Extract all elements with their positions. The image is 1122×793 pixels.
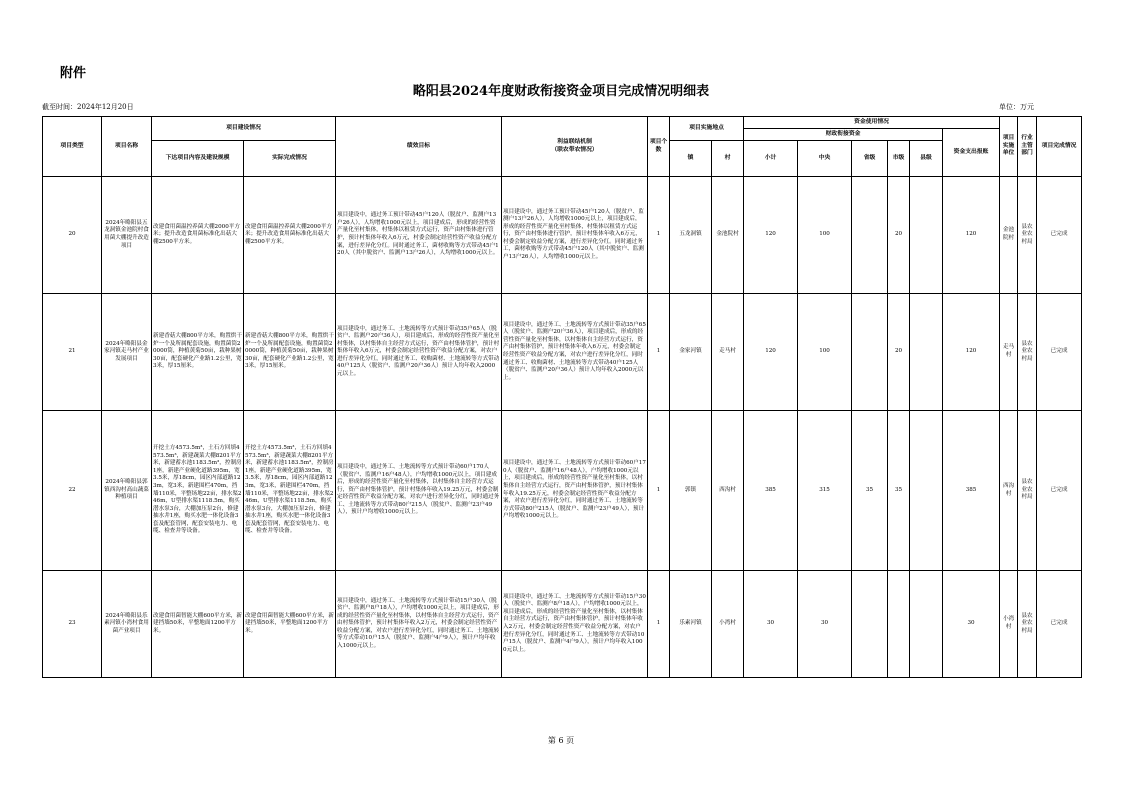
cell-name: 2024年略阳县乐素河镇小湾村食用菌产业项目 [102, 571, 152, 678]
table-row [43, 571, 1082, 678]
cell-subtotal: 385 [744, 411, 798, 571]
cell-central: 30 [798, 571, 852, 678]
col-mechanism: 利益联结机制 （联农带农情况） [502, 117, 648, 177]
cell-city: 20 [888, 177, 910, 294]
project-table [42, 116, 1082, 678]
cell-province [852, 571, 888, 678]
cell-performance: 项目建设中，通过务工预计带动45户120人（脱贫户、监测户13户26人），人均增收1000元以上，项目建成后，形成的经营性资产量化至村集体，村集体以租赁方式运行，资产由村集体进行管护，预计村集体年收入6万元，村委会制定经营性资产收益分配方案，进行差异化分红。同时通过务工，菌材收购等方式带动45户120人（其中脱贫户、监测户13户26人），人均增收1000元以上。 [336, 177, 502, 294]
cell-implementer: 小湾村 [1000, 571, 1018, 678]
cell-status: 已完成 [1037, 294, 1082, 411]
cell-central: 100 [798, 177, 852, 294]
cell-county [910, 294, 943, 411]
col-performance: 绩效目标 [336, 117, 502, 177]
cell-expenditure: 385 [943, 411, 1000, 571]
cell-planned: 改建食用菌智能大棚600平方米，新建挡墙50米，平整地面1200平方米。 [152, 571, 244, 678]
cell-performance: 项目建设中，通过务工、土地流转等方式预计带动60户170人（脱贫户、监测户16户48人），户均增收1000元以上，项目建成后，形成的经营性资产量化至村集体，以村集体自主经营方式运行，资产由村集体管护，预计村集体年收入19.25万元，村委会制定经营性资产收益分配方案，对农户进行差异化分红，同时通过务工、土地流转等方式带动80户215人（脱贫户、监测户23户49人），预计户均增收1000元以上。 [336, 411, 502, 571]
cell-central: 100 [798, 294, 852, 411]
cell-expenditure: 30 [943, 571, 1000, 678]
col-name: 项目名称 [102, 117, 152, 177]
cell-status: 已完成 [1037, 411, 1082, 571]
cell-name: 2024年略阳县金家河镇走马村产业发展项目 [102, 294, 152, 411]
col-implementer: 项目实施单位 [1000, 117, 1018, 177]
cell-mechanism: 项目建设中，通过务工、土地流转等方式预计带动60户170人（脱贫户、监测户16户48人），户均增收1000元以上，项目建成后，形成的经营性资产量化至村集体，以村集体自主经营方式运行，资产由村集体管护，预计村集体年收入19.25万元，村委会制定经营性资产收益分配方案，对农户进行差异化分红，同时通过务工、土地流转等方式带动80户215人（脱贫户、监测户23户49人），预计户均增收1000元以上。 [502, 411, 648, 571]
col-fiscal: 财政衔接资金 [744, 129, 943, 141]
col-village: 村 [712, 141, 744, 177]
cell-planned: 新建香菇大棚800平方米，购置烘干炉一个及所属配套设施，购置菌筒20000筒，种植黄菊50亩，栽种果树30亩，配套硬化产业路1.2公里，宽3米，厚15厘米。 [152, 294, 244, 411]
cell-mechanism: 项目建设中，通过务工预计带动45户120人（脱贫户、监测户13户26人），人均增收1000元以上，项目建成后，形成的经营性资产量化至村集体，村集体以租赁方式运行，资产由村集体进行管护，预计村集体年收入6万元，村委会制定收益分配方案，进行差异化分红。同时通过务工，菌材收购等方式带动45户120人（其中脱贫户、监测户13户26人），人均增收1000元以上。 [502, 177, 648, 294]
col-construction: 项目建设情况 [152, 117, 336, 141]
cell-county [910, 411, 943, 571]
attachment-label: 附件 [60, 66, 87, 81]
cell-performance: 项目建设中，通过务工、土地流转等方式预计带动15户30人（脱贫户、监测户8户18人），户均增收1000元以上，项目建成后，形成的经营性资产量化至村集体，以村集体自主经营方式运行，资产由村集体管护，预计村集体年收入2万元，村委会制定经营性资产收益分配方案，对农户进行差异化分红，同时通过务工、土地流转等方式带动10户15人（脱贫户、监测户4户9人），预计户均年收入1000元以上。 [336, 571, 502, 678]
cell-village: 金池院村 [712, 177, 744, 294]
cell-dept: 县农业农村局 [1018, 294, 1037, 411]
cell-town: 金家河镇 [670, 294, 712, 411]
table-row [43, 411, 1082, 571]
col-funds-usage: 资金使用情况 [744, 117, 1000, 129]
col-location: 项目实施地点 [670, 117, 744, 141]
cell-village: 走马村 [712, 294, 744, 411]
cell-city: 20 [888, 294, 910, 411]
cell-expenditure: 120 [943, 177, 1000, 294]
cell-dept: 县农业农村局 [1018, 411, 1037, 571]
col-status: 项目完成情况 [1037, 117, 1082, 177]
col-county: 县级 [910, 141, 943, 177]
col-subtotal: 小计 [744, 141, 798, 177]
cell-dept: 县农业农村局 [1018, 177, 1037, 294]
page-title: 略阳县2024年度财政衔接资金项目完成情况明细表 [412, 84, 710, 99]
cutoff-date: 截至时间：2024年12月20日 [42, 103, 134, 111]
cell-implementer: 走马村 [1000, 294, 1018, 411]
cell-actual: 改建食用菌智能大棚600平方米，新建挡墙50米，平整地面1200平方米。 [244, 571, 336, 678]
cell-village: 小湾村 [712, 571, 744, 678]
col-dept: 行业主管部门 [1018, 117, 1037, 177]
table-row [43, 177, 1082, 294]
cell-status: 已完成 [1037, 571, 1082, 678]
cell-implementer: 金池院村 [1000, 177, 1018, 294]
cell-actual: 新建香菇大棚800平方米，购置烘干炉一个及所属配套设施，购置菌筒20000筒，种植黄菊50亩，栽种果树30亩，配套硬化产业路1.2公里，宽3米，厚15厘米。 [244, 294, 336, 411]
cell-planned: 改建食用菌温控养菌大棚2000平方米；提升改造食用菌标准化出菇大棚2500平方米。 [152, 177, 244, 294]
cell-status: 已完成 [1037, 177, 1082, 294]
col-count: 项目个数 [648, 117, 670, 177]
cell-count: 1 [648, 571, 670, 678]
cell-no: 21 [43, 294, 102, 411]
col-type: 项目类型 [43, 117, 102, 177]
cell-subtotal: 30 [744, 571, 798, 678]
cell-actual: 改建食用菌温控养菌大棚2000平方米；提升改造食用菌标准化出菇大棚2500平方米。 [244, 177, 336, 294]
cell-mechanism: 项目建设中，通过务工、土地流转等方式预计带动35户65人（脱贫户、监测户20户36人），项目建成后，形成的经营性资产量化至村集体，以村集体自主经营方式运行，资产由村集体管护，预计村集体年收入6万元，村委会制定经营性资产收益分配方案，对农户进行差异化分红，同时通过务工、收购菌材、土地流转等方式带动40户125人（脱贫户、监测户20户36人）预计人均年收入2000元以上。 [502, 294, 648, 411]
cell-town: 乐素河镇 [670, 571, 712, 678]
cell-count: 1 [648, 411, 670, 571]
cell-count: 1 [648, 177, 670, 294]
cell-expenditure: 120 [943, 294, 1000, 411]
cell-mechanism: 项目建设中，通过务工、土地流转等方式预计带动15户30人（脱贫户、监测户8户18人），户均增收1000元以上，项目建成后，形成的经营性资产量化至村集体，以村集体自主经营方式运行，资产由村集体管护，预计村集体年收入2万元，村委会制定经营性资产收益分配方案，对农户进行差异化分红，同时通过务工、土地流转等方式带动10户15人（脱贫户、监测户4户9人），预计户均年收入1000元以上。 [502, 571, 648, 678]
cell-city: 35 [888, 411, 910, 571]
cell-dept: 县农业农村局 [1018, 571, 1037, 678]
col-actual: 实际完成情况 [244, 141, 336, 177]
col-planned: 下达项目内容及建设规模 [152, 141, 244, 177]
cell-county [910, 571, 943, 678]
cell-province [852, 177, 888, 294]
cell-performance: 项目建设中，通过务工、土地流转等方式预计带动35户65人（脱贫户、监测户20户36人），项目建成后，形成的经营性资产量化至村集体，以村集体自主经营方式运行，资产由村集体管护，预计村集体年收入6万元，村委会制定经营性资产收益分配方案，对农户进行差异化分红，同时通过务工、收购菌材、土地流转等方式带动40户125人（脱贫户、监测户20户36人）预计人均年收入2000元以上。 [336, 294, 502, 411]
cell-town: 五龙洞镇 [670, 177, 712, 294]
cell-count: 1 [648, 294, 670, 411]
col-central: 中央 [798, 141, 852, 177]
cell-planned: 开挖土方4573.5m³，土石方回填4573.5m³，新建蔬菜大棚8201平方米，新建蓄水池1183.5m³，控制房1座，新建产业硬化道路395m，宽3.5米，厚18cm，园区内部道路123m，宽3米，新建围栏470m，挡墙110米，平整场地22亩，排水渠246m，U型排水渠1118.5m，购买潜水泵3台，大棚加压泵2台，修建抽水井1座，购买水肥一体化设备3套及配套管网，配套安装电力、电缆、检查井等设备。 [152, 411, 244, 571]
col-expenditure: 资金支出报账 [943, 129, 1000, 177]
cell-name: 2024年略阳县郭镇西沟村高山蔬菜种植项目 [102, 411, 152, 571]
cell-subtotal: 120 [744, 177, 798, 294]
cell-village: 西沟村 [712, 411, 744, 571]
col-city: 市级 [888, 141, 910, 177]
cell-no: 23 [43, 571, 102, 678]
cell-province [852, 294, 888, 411]
cell-subtotal: 120 [744, 294, 798, 411]
cell-town: 郭镇 [670, 411, 712, 571]
cell-central: 315 [798, 411, 852, 571]
col-town: 镇 [670, 141, 712, 177]
cell-name: 2024年略阳县五龙洞镇金池院村食用菌大棚提升改造项目 [102, 177, 152, 294]
cell-implementer: 西沟村 [1000, 411, 1018, 571]
page-number: 第 6 页 [547, 736, 575, 745]
cell-actual: 开挖土方4573.5m³，土石方回填4573.5m³，新建蔬菜大棚8201平方米，新建蓄水池1183.5m³，控制房1座，新建产业硬化道路395m，宽3.5米，厚18cm，园区内部道路123m，宽3米，新建围栏470m，挡墙110米，平整场地22亩，排水渠246m，U型排水渠1118.5m，购买潜水泵3台，大棚加压泵2台，修建抽水井1座，购买水肥一体化设备3套及配套管网，配套安装电力、电缆、检查井等设备。 [244, 411, 336, 571]
unit-label: 单位：万元 [999, 103, 1034, 111]
cell-no: 20 [43, 177, 102, 294]
cell-no: 22 [43, 411, 102, 571]
cell-county [910, 177, 943, 294]
col-province: 省级 [852, 141, 888, 177]
cell-province: 35 [852, 411, 888, 571]
cell-city [888, 571, 910, 678]
table-row [43, 294, 1082, 411]
